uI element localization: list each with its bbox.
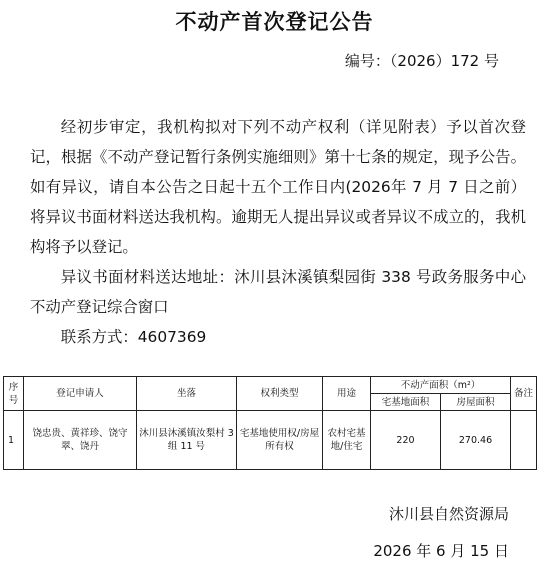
table-header-row (4, 377, 537, 394)
header-applicant: 登记申请人 (24, 377, 137, 411)
issuer-signature: 沐川县自然资源局 (388, 505, 509, 523)
header-seq: 序号 (4, 377, 24, 411)
notice-title: 不动产首次登记公告 (175, 10, 374, 34)
objection-address-paragraph: 异议书面材料送达地址：沐川县沐溪镇梨园街 338 号政务服务中心不动产登记综合窗口 (30, 268, 526, 316)
table-row (4, 411, 537, 470)
header-usage: 用途 (323, 377, 371, 411)
document-number: 编号：（2026）172 号 (344, 52, 499, 70)
header-land-area: 宅基地面积 (371, 394, 441, 411)
property-table (3, 376, 537, 470)
cell-house-area: 270.46 (441, 411, 511, 470)
header-right-type: 权利类型 (237, 377, 323, 411)
header-area: 不动产面积（m²） (371, 377, 511, 394)
notice-body (30, 112, 526, 352)
cell-location: 沐川县沐溪镇汝梨村 3 组 11 号 (137, 411, 237, 470)
header-house-area: 房屋面积 (441, 394, 511, 411)
contact-label: 联系方式： (60, 328, 138, 346)
cell-seq: 1 (4, 411, 24, 470)
cell-remark (511, 411, 537, 470)
notice-paragraph-main: 经初步审定，我机构拟对下列不动产权利（详见附表）予以首次登记，根据《不动产登记暂行条例实施细则》第十七条的规定，现予公告。如有异议，请自本公告之日起十五个工作日内(2026年 7 月 7 日之前）将异议书面材料送达我机构。逾期无人提出异议或者异议不成立的，我机构将予以登记。 (30, 118, 526, 256)
cell-applicant: 饶忠贵、黄祥珍、饶守翠、饶丹 (24, 411, 137, 470)
cell-right-type: 宅基地使用权/房屋所有权 (237, 411, 323, 470)
header-location: 坐落 (137, 377, 237, 411)
cell-usage: 农村宅基地/住宅 (323, 411, 371, 470)
contact-phone: 4607369 (137, 328, 207, 346)
cell-land-area: 220 (371, 411, 441, 470)
issue-date: 2026 年 6 月 15 日 (373, 542, 509, 560)
contact-line (30, 322, 526, 352)
header-remark: 备注 (511, 377, 537, 411)
